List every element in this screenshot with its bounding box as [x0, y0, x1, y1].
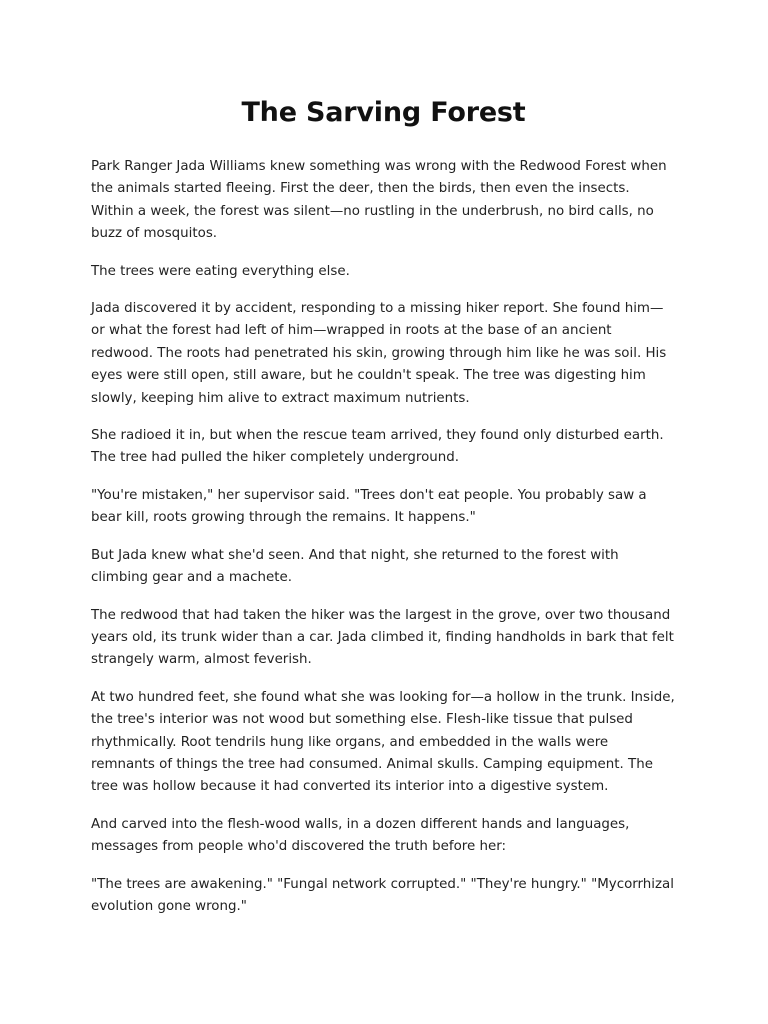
paragraph-8: At two hundred feet, she found what she was looking for—a hollow in the trunk. Inside, the tree's interior was not wood but something else. Flesh-like tissue that pulsed rhythmically. Root tendrils hung like organs, and embedded in the walls were remnants of things the tree had consumed. Animal skulls. Camping equipment. The tree was hollow because it had converted its interior into a digestive system.: [91, 689, 675, 795]
paragraph-5: "You're mistaken," her supervisor said. "Trees don't eat people. You probably saw a bear kill, roots growing through the remains. It happens.": [91, 487, 647, 526]
paragraph-1: Park Ranger Jada Williams knew something was wrong with the Redwood Forest when the animals started fleeing. First the deer, then the birds, then even the insects. Within a week, the forest was silent—no rustling in the underbrush, no bird calls, no buzz of mosquitos.: [91, 159, 667, 242]
document-title: The Sarving Forest: [241, 97, 526, 128]
paragraph-7: The redwood that had taken the hiker was the largest in the grove, over two thousand years old, its trunk wider than a car. Jada climbed it, finding handholds in bark that felt strangely warm, almost feverish.: [91, 607, 674, 668]
paragraph-3: Jada discovered it by accident, responding to a missing hiker report. She found him—or what the forest had left of him—wrapped in roots at the base of an ancient redwood. The roots had penetrated his skin, growing through him like he was soil. His eyes were still open, still aware, but he couldn't speak. The tree was digesting him slowly, keeping him alive to extract maximum nutrients.: [91, 301, 667, 406]
paragraph-6: But Jada knew what she'd seen. And that night, she returned to the forest with climbing gear and a machete.: [91, 547, 619, 586]
paragraph-2: The trees were eating everything else.: [91, 263, 350, 279]
paragraph-4: She radioed it in, but when the rescue team arrived, they found only disturbed earth. The tree had pulled the hiker completely underground.: [91, 428, 664, 466]
paragraph-9: And carved into the flesh-wood walls, in a dozen different hands and languages, messages from people who'd discovered the truth before her:: [91, 816, 630, 855]
paragraph-10: "The trees are awakening." "Fungal network corrupted." "They're hungry." "Mycorrhizal evolution gone wrong.": [91, 876, 674, 914]
